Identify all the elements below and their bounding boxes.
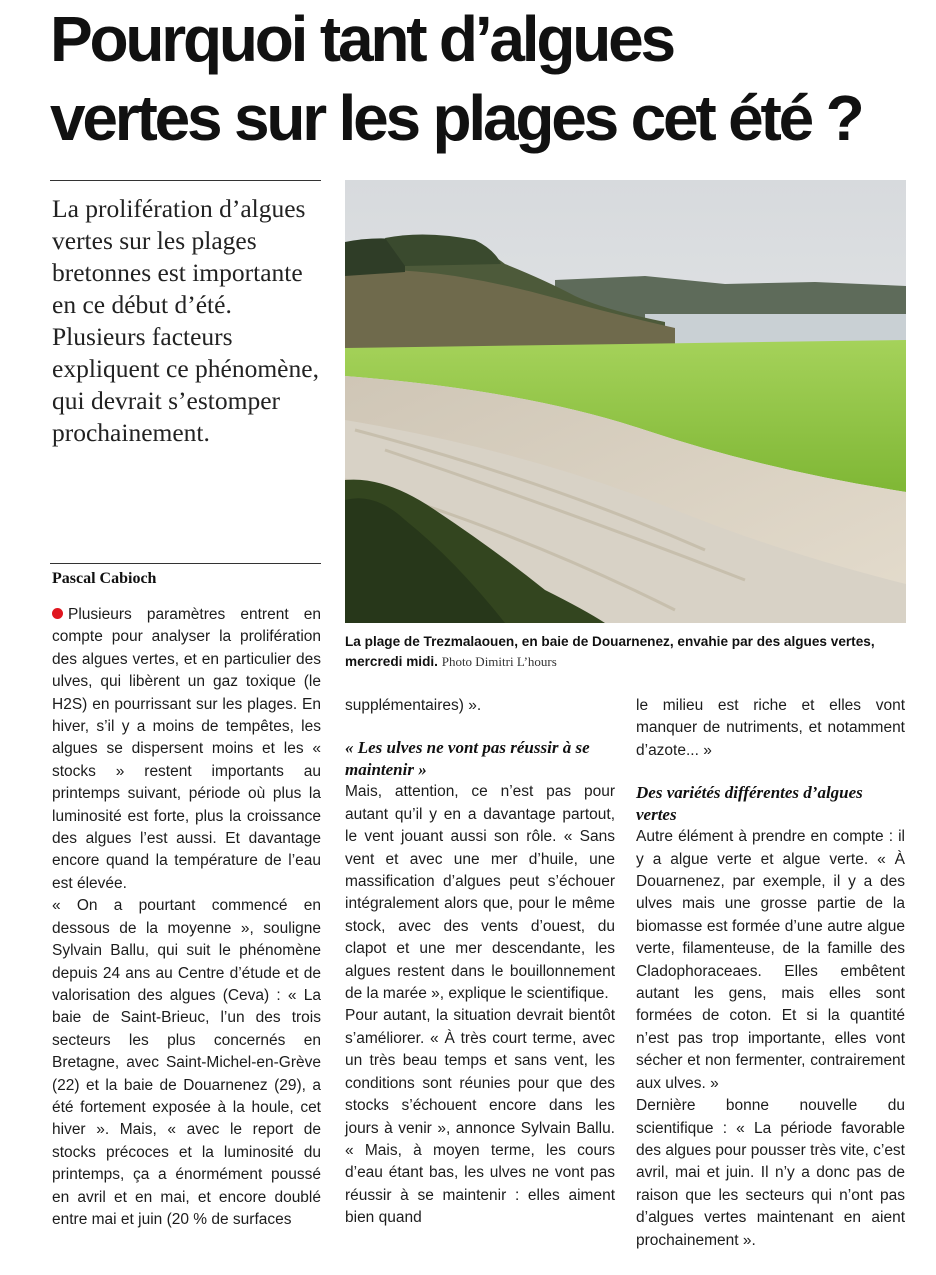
- headline-line-1: Pourquoi tant d’algues: [50, 3, 673, 75]
- headline-line-2: vertes sur les plages cet été ?: [50, 82, 862, 154]
- column-2-paragraph-2: Mais, attention, ce n’est pas pour autant qu’il y en a davantage partout, le vent jouant aussi son rôle. « Sans vent et avec une mer d’huile, une massification d’algues peut s’échouer intégralement alors que, pour le même stock, avec des vents d’ouest, du clapot et une mer descendante, les algues restent dans le bouillonnement de la marée », explique le scientifique.: [345, 783, 615, 1003]
- subhead-varietes: Des variétés différentes d’algues vertes: [636, 783, 863, 825]
- column-1-paragraph-1: Plusieurs paramètres entrent en compte pour analyser la prolifération des algues vertes, et en particulier des ulves, qui libèrent un gaz toxique (le H2S) en pourrissant sur les plages. En hiver, s’il y a moins de tempêtes, les algues se dispersent moins et les « stocks » restent importants au printemps suivant, période où plus la luminosité est forte, plus la croissance des algues l’est aussi. Et davantage encore quand la température de l’eau est élevée.: [52, 606, 321, 892]
- subhead-ulves: « Les ulves ne vont pas réussir à se maintenir »: [345, 738, 590, 780]
- author-rule: [50, 563, 321, 564]
- text-column-3: [636, 695, 905, 1252]
- column-2-paragraph-3: Pour autant, la situation devrait bientôt s’améliorer. « À très court terme, avec un très beau temps et sans vent, les conditions sont réunies pour que des stocks s’échouent encore dans les jours à venir », annonce Sylvain Ballu. « Mais, à moyen terme, les cours d’eau étant bas, les ulves ne vont pas réussir à se maintenir : elles aiment bien quand: [345, 1007, 615, 1227]
- author-byline: Pascal Cabioch: [52, 570, 157, 587]
- article-lead: La prolifération d’algues vertes sur les plages bretonnes est importante en ce début d’été. Plusieurs facteurs expliquent ce phénomène, qui devrait s’estomper prochainement.: [52, 194, 319, 447]
- photo-caption: [345, 632, 910, 672]
- text-column-2: [345, 695, 615, 1230]
- column-1-paragraph-2: « On a pourtant commencé en dessous de la moyenne », souligne Sylvain Ballu, qui suit le phénomène depuis 24 ans au Centre d’étude et de valorisation des algues (Ceva) : « La baie de Saint-Brieuc, l’un des trois secteurs les plus concernés en Bretagne, avec Saint-Michel-en-Grève (22) et la baie de Douarnenez (29), a été fortement exposée à la houle, cet hiver ». Mais, « avec le report de stocks précoces et la luminosité du printemps, ça a énormément poussé en avril et en mai, et encore doublé entre mai et juin (20 % de surfaces: [52, 897, 321, 1228]
- column-2-paragraph-1: supplémentaires) ».: [345, 697, 482, 714]
- column-3-paragraph-2: Autre élément à prendre en compte : il y a algue verte et algue verte. « À Douarnenez, par exemple, il y a des ulves mais une grosse partie de la biomasse est formée d’une autre algue verte, filamenteuse, de la famille des Cladophoraceaes. Elles embêtent autant les gens, mais elles sont formées de coton. Et si la quantité n’est pas trop importante, elles vont sécher et non fermenter, contrairement aux ulves. »: [636, 828, 905, 1092]
- text-column-1: [52, 604, 321, 1231]
- caption-text: La plage de Trezmalaouen, en baie de Douarnenez, envahie par des algues vertes, mercredi midi.: [345, 634, 875, 669]
- article-photo: [345, 180, 906, 623]
- column-3-paragraph-3: Dernière bonne nouvelle du scientifique : « La période favorable des algues pour pousser très vite, c’est avril, mai et juin. Il n’y a donc pas de raison que les secteurs qui n’ont pas d’algues vertes maintenant en aient prochainement ».: [636, 1097, 905, 1249]
- article-headline: [50, 0, 930, 158]
- top-rule: [50, 180, 321, 181]
- red-bullet-icon: [52, 608, 63, 619]
- photo-credit: Photo Dimitri L’hours: [441, 654, 557, 669]
- column-3-paragraph-1: le milieu est riche et elles vont manquer de nutriments, et notamment d’azote... »: [636, 697, 905, 759]
